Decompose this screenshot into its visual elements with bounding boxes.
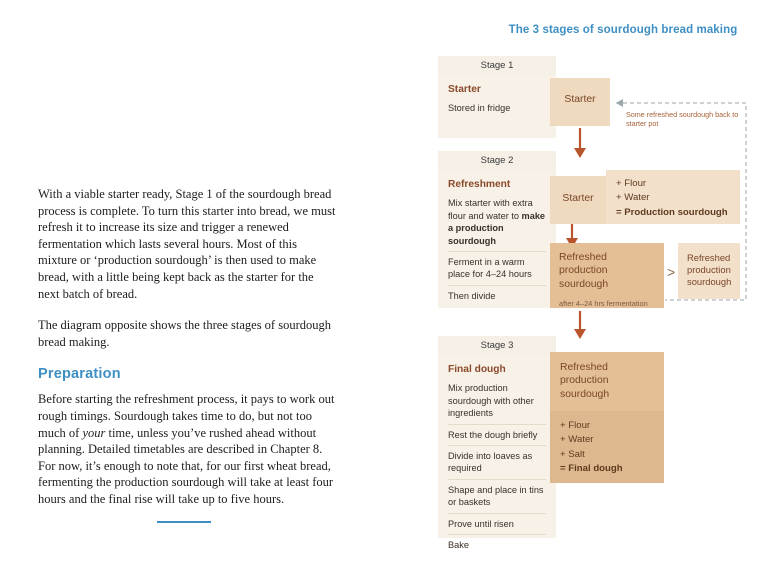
stage-2-card-title: Refreshment (448, 179, 511, 190)
stage-1-card-line: Stored in fridge (448, 103, 511, 114)
section-heading-preparation: Preparation (38, 366, 121, 383)
stage-1-card-title: Starter (448, 84, 481, 95)
feedback-note: Some refreshed sourdough back to starter pot (626, 110, 739, 129)
stage-2-formula-flour: + Flour (616, 178, 647, 189)
stage-2-starter-box (550, 176, 606, 224)
page-rule-divider (157, 521, 211, 523)
stage-3-card-title: Final dough (448, 364, 506, 375)
paragraph-2: The diagram opposite shows the three stages of sourdough bread making. (38, 318, 331, 349)
diagram-title: The 3 stages of sourdough bread making (508, 24, 738, 36)
stage-2-ferment-note: after 4–24 hrs fermentation (559, 299, 648, 309)
stage-3-formula-result: = Final dough (560, 463, 623, 475)
article-text-column (38, 186, 338, 523)
stage-2-item-2: Ferment in a warm place for 4–24 hours (448, 251, 546, 285)
stage-2-refreshed-small-label: Refreshed production sourdough (687, 252, 732, 287)
stage-2-item-1: Mix starter with extra flour and water to make a production sourdough (448, 198, 546, 246)
stage-2-refreshed-small-box (678, 243, 740, 299)
paragraph-1: With a viable starter ready, Stage 1 of the sourdough bread process is complete. To turn this starter into bread, we must refresh it to increase its size and trigger a renewed fermentation which lasts several hours. Most of this mixture or ‘production sourdough’ is then used to make bread, with a little being kept back as the starter for the next batch of bread. (38, 187, 336, 301)
sourdough-stages-diagram (420, 0, 770, 572)
arrow-stage1-to-stage2 (570, 128, 594, 160)
stage-3-item-1: Mix production sourdough with other ingredients (448, 383, 534, 419)
stage-3-item-4: Shape and place in tins or baskets (448, 479, 546, 513)
stage-2-formula-result: = Production sourdough (616, 206, 728, 218)
stage-2-item-3: Then divide (448, 285, 546, 306)
stage-3-refreshed-label: Refreshed production sourdough (560, 362, 610, 400)
stage-2-refreshment-card (438, 170, 556, 308)
stage-3-label-box (438, 336, 556, 356)
stage-3-formula-flour: + Flour (560, 420, 591, 431)
stage-3-formula-box (550, 411, 664, 483)
stage-2-label: Stage 2 (480, 155, 514, 166)
stage-3-refreshed-production-sourdough-box (550, 352, 664, 411)
stage-2-formula-box (606, 170, 740, 224)
stage-2-label-box (438, 151, 556, 171)
stage-3-formula-salt: + Salt (560, 448, 585, 460)
stage-1-label: Stage 1 (480, 60, 514, 71)
stage-2-formula-water: + Water (616, 192, 650, 204)
stage-3-item-2: Rest the dough briefly (448, 424, 546, 445)
paragraph-preparation: Before starting the refreshment process, it pays to work out rough timings. Sourdough takes time to do, but not too much of your time, unless you’ve rushed ahead without planning. Detailed timetables are described in Chapter 8. For now, it’s enough to note that, for our first wheat bread, fermenting the production sourdough will take at least four hours and the final rise will take up to five hours. (38, 392, 335, 506)
stage-3-item-6: Bake (448, 534, 546, 555)
stage-3-formula-water: + Water (560, 434, 594, 446)
stage-2-starter-box-label: Starter (562, 193, 594, 204)
stage-2-refreshed-production-sourdough-box (550, 243, 664, 308)
stage-3-final-dough-card (438, 355, 556, 551)
stage-2-refreshed-label: Refreshed production sourdough (559, 252, 609, 290)
stage-1-starter-box-label: Starter (564, 94, 596, 105)
chevron-right-icon: > (667, 264, 676, 280)
arrow-stage2-to-stage3 (570, 311, 594, 341)
stage-3-item-5: Prove until risen (448, 513, 546, 534)
stage-3-item-3: Divide into loaves as required (448, 445, 546, 479)
stage-3-label: Stage 3 (480, 340, 514, 351)
